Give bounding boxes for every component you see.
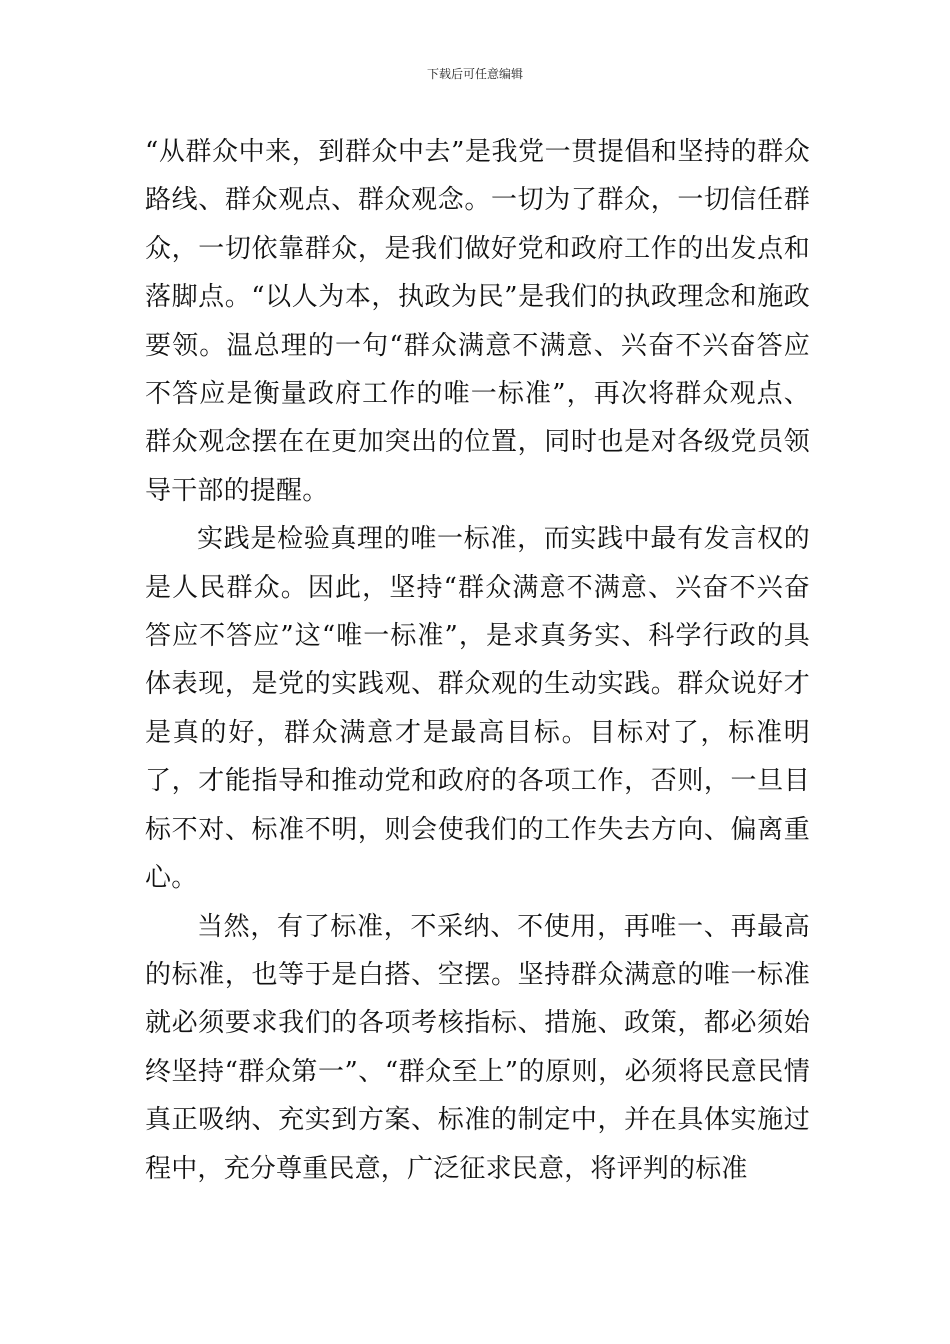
page-header-note: 下载后可任意编辑: [426, 67, 523, 81]
document-body: [145, 128, 810, 1193]
paragraph-3: 当然，有了标准，不采纳、不使用，再唯一、再最高的标准，也等于是白搭、空摆。坚持群众满意的唯一标准就必须要求我们的各项考核指标、措施、政策，都必须始终坚持“群众第一”、“群众至上”的原则，必须将民意民情真正吸纳、充实到方案、标准的制定中，并在具体实施过程中，充分尊重民意，广泛征求民意，将评判的标准: [145, 911, 810, 1184]
paragraph-2: 实践是检验真理的唯一标准，而实践中最有发言权的是人民群众。因此，坚持“群众满意不满意、兴奋不兴奋答应不答应”这“唯一标准”，是求真务实、科学行政的具体表现，是党的实践观、群众观的生动实践。群众说好才是真的好，群众满意才是最高目标。目标对了，标准明了，才能指导和推动党和政府的各项工作，否则，一旦目标不对、标准不明，则会使我们的工作失去方向、偏离重心。: [145, 524, 810, 894]
paragraph-1: “从群众中来，到群众中去”是我党一贯提倡和坚持的群众路线、群众观点、群众观念。一切为了群众，一切信任群众，一切依靠群众，是我们做好党和政府工作的出发点和落脚点。“以人为本，执政为民”是我们的执政理念和施政要领。温总理的一句“群众满意不满意、兴奋不兴奋答应不答应是衡量政府工作的唯一标准”，再次将群众观点、群众观念摆在在更加突出的位置，同时也是对各级党员领导干部的提醒。: [145, 137, 810, 506]
